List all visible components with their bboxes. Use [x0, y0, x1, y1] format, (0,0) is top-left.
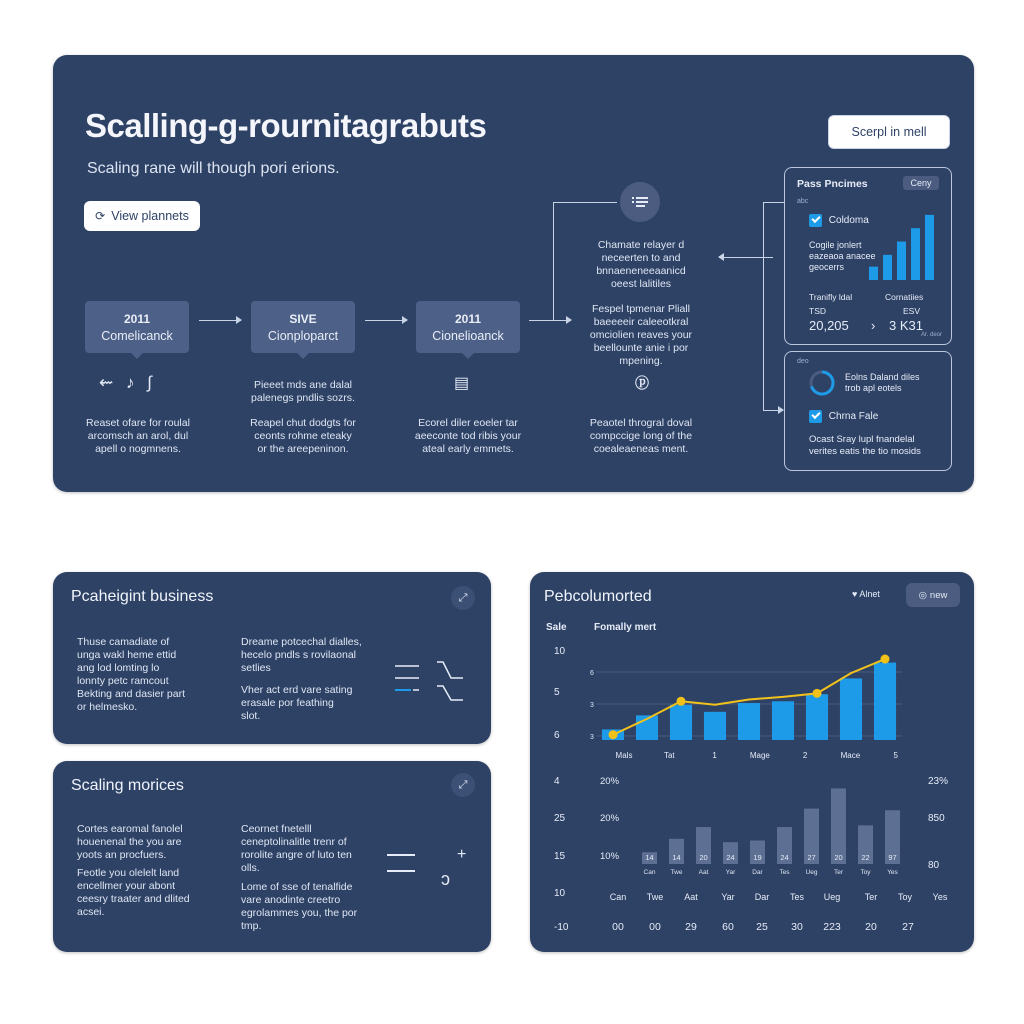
bar-label: 22 [861, 853, 870, 862]
left-tick-label: 10 [554, 888, 566, 899]
connector-vertical [553, 202, 554, 321]
step-1-label: Comelicanck [101, 328, 173, 343]
bottom-value: 25 [756, 921, 768, 933]
category-label-small: Yar [725, 869, 736, 876]
bar-label: 24 [726, 853, 735, 862]
side-bar [883, 255, 892, 280]
bar [840, 678, 862, 740]
inner-tick-label: 6 [590, 670, 594, 677]
refresh-icon: ⟳ [95, 209, 106, 223]
step-box-2[interactable] [251, 301, 355, 353]
category-label-small: Yes [887, 869, 898, 876]
business-card [53, 572, 491, 744]
step-1-year: 2011 [123, 311, 151, 326]
side-card-1-tag1: TSD [809, 306, 826, 316]
step-2-year: SIVE [289, 311, 317, 326]
category-label: Aat [684, 892, 698, 902]
step-2-caption: Reapel chut dodgts for ceonts rohme eteaky or the areepeninon. [250, 417, 356, 455]
category-label: Ter [864, 892, 878, 902]
equals-plus-icon [385, 845, 475, 895]
right-tick-label: 850 [928, 813, 945, 824]
bar-label: 97 [888, 853, 897, 862]
side-card-1-item2-right: Cornatiies [885, 292, 924, 302]
category-label: Tes [789, 892, 805, 902]
search-button[interactable] [828, 115, 950, 149]
business-card-title: Pcaheigint business [71, 588, 214, 605]
category-label: Twe [646, 892, 664, 902]
view-plannets-label: View plannets [111, 209, 189, 223]
inner-tick-label: 3 [590, 734, 594, 741]
side-card-1-item2-left: Tranifly ldal [809, 292, 853, 302]
heart-icon: ♥ [852, 589, 858, 599]
hero-title: Scalling-g-rournitagrabuts [85, 107, 487, 144]
side-card-1-value-right: 3 K31 [889, 318, 923, 333]
bar-label: 20 [699, 853, 708, 862]
combo-chart [530, 642, 974, 764]
step-3-year: 2011 [454, 311, 482, 326]
step-box-3[interactable] [416, 301, 520, 353]
music-notes-icon: ⇜ ♪ ∫ [99, 373, 156, 392]
category-label-small: Ter [833, 869, 844, 876]
inner-tick-label: 3 [590, 702, 594, 709]
side-bar [869, 267, 878, 280]
progress-ring-icon [807, 368, 837, 398]
side-card-metrics [784, 167, 952, 345]
category-label: Yar [721, 892, 735, 902]
center-text-2: Fespel tpmenar Pliall baeeeeir caleeotkral omciolien reaves your beellounte anie i por mpening. [589, 303, 693, 367]
step-1-caption: Reaset ofare for roulal arcomsch an arol, dul apell o nogmnens. [86, 417, 190, 455]
business-right-text-1: Dreame potcechal dialles, hecelo pndls s rovilaonal setlies [241, 636, 362, 674]
pct-label: 10% [600, 851, 620, 862]
checkbox-icon[interactable] [809, 410, 822, 423]
side-card-1-check-label: Coldoma [828, 215, 869, 227]
bottom-value: 00 [612, 921, 624, 933]
arrow-right-icon: › [871, 318, 876, 333]
arrow-from-side [719, 257, 773, 258]
side-connector-vertical [763, 202, 764, 410]
checkbox-icon[interactable] [809, 214, 822, 227]
badge-p-icon: ⓟ [635, 375, 649, 391]
line-marker [813, 689, 822, 698]
bar-label: 20 [834, 853, 843, 862]
chart-action-label: new [929, 589, 948, 601]
left-tick-label: 15 [554, 851, 566, 862]
arrow-2 [365, 320, 407, 321]
chart-header-left: Sale [546, 622, 567, 633]
right-tick-label: 23% [928, 776, 949, 787]
scaling-card-title: Scaling morices [71, 777, 184, 794]
line-marker [881, 655, 890, 664]
category-label: Can [609, 892, 627, 902]
side-connector-top [763, 202, 785, 203]
bar [738, 703, 760, 740]
side-connector-bottom-arrow [763, 410, 783, 411]
menu-lines-icon[interactable] [620, 182, 660, 222]
side-card-2-header: deo [797, 358, 809, 365]
line-marker [677, 697, 686, 706]
y-tick-label: 5 [554, 687, 560, 698]
right-tick-label: 80 [928, 860, 940, 871]
expand-icon[interactable]: ⤢ [451, 773, 475, 797]
hero-panel [53, 55, 974, 492]
bottom-value: 30 [791, 921, 803, 933]
bar [874, 663, 896, 740]
side-card-1-badge[interactable]: Ceny [903, 176, 939, 190]
category-label: Yes [932, 892, 948, 902]
bottom-value: 27 [902, 921, 914, 933]
side-card-1-value-left: 20,205 [809, 318, 849, 333]
y-tick-label: 10 [554, 646, 566, 657]
scaling-left-text-2: Feotle you olelelt land encellmer your abont ceesry traater and dlited acsei. [77, 867, 190, 918]
bar [772, 701, 794, 740]
category-label-small: Can [643, 869, 656, 876]
bar-label: 27 [807, 853, 816, 862]
expand-icon[interactable]: ⤢ [451, 586, 475, 610]
side-bar [925, 215, 934, 280]
x-tick-label: Tat [663, 751, 675, 760]
bottom-value: 20 [865, 921, 877, 933]
bottom-value: 223 [823, 921, 841, 933]
bar-label: 14 [672, 853, 681, 862]
side-card-status [784, 351, 952, 471]
center-text-1: Chamate relayer d neceerten to and bnnaeneneeaanicd oeest lalitiles [596, 239, 686, 290]
side-card-1-header: abc [797, 198, 809, 205]
side-card-1-check-row[interactable] [809, 214, 869, 227]
y-tick-label: 6 [554, 730, 560, 741]
side-card-2-ring-label: Eolns Daland diles trob apl eotels [845, 372, 920, 393]
side-card-1-item1: Cogile jonlert eazeaoa anacee geocerrs [809, 240, 876, 272]
x-tick-label: Mace [840, 751, 861, 760]
category-label-small: Toy [860, 869, 871, 876]
side-bar [897, 242, 906, 280]
step-box-1[interactable] [85, 301, 189, 353]
step-3-caption: Ecorel diler eoeler tar aeeconte tod ribis your ateal early emmets. [414, 417, 522, 455]
list-icon: ▤ [454, 375, 470, 392]
x-tick-label: Mage [749, 751, 770, 760]
bar-label: 19 [753, 853, 762, 862]
bar [704, 712, 726, 740]
chart-action-button[interactable] [906, 583, 960, 607]
side-card-2-check-row[interactable] [809, 410, 878, 423]
side-card-2-text: Ocast Sray lupl fnandelal verites eatis the tio mosids [809, 434, 921, 457]
scaling-right-text-1: Ceornet fnetelll ceneptolinalitle trenr of rorolite angre of luto ten olls. [241, 823, 352, 874]
bar-chart-2 [530, 768, 974, 943]
chart-chip-label: Alnet [859, 589, 880, 599]
scaling-left-text-1: Cortes earomal fanolel houenenal the you are yoots an procfuers. [77, 823, 183, 861]
x-tick-label: 2 [802, 751, 808, 760]
category-label-small: Dar [752, 869, 763, 876]
step-2-label: Cionploparct [267, 328, 339, 343]
hero-subtitle: Scaling rane will though pori erions. [87, 160, 340, 177]
bottom-value: 60 [722, 921, 734, 933]
side-bar [911, 228, 920, 280]
view-plannets-button[interactable] [84, 201, 200, 231]
bar-label: 14 [645, 853, 654, 862]
pct-label: 20% [600, 776, 620, 787]
category-label-small: Aat [698, 869, 709, 876]
arrow-3 [529, 320, 571, 321]
side-card-1-footnote: Ar. deor [921, 332, 943, 338]
bottom-value: 00 [649, 921, 661, 933]
center-text-3: Peaotel throgral doval compccige long of the coealeaeneas ment. [589, 417, 693, 455]
category-label: Ueg [823, 892, 841, 902]
left-tick-label: 4 [554, 776, 560, 787]
svg-text:+: + [457, 846, 467, 863]
category-label: Toy [897, 892, 913, 902]
chart-card-title: Pebcolumorted [544, 588, 652, 605]
left-tick-label: 25 [554, 813, 566, 824]
left-tick-label: -10 [554, 922, 569, 933]
connector-top [553, 202, 617, 203]
category-label-small: Twe [670, 869, 683, 876]
x-tick-label: Mals [615, 751, 633, 760]
bottom-value: 29 [685, 921, 697, 933]
chart-chip[interactable] [852, 589, 880, 599]
step-3-label: Cionelioanck [432, 328, 504, 343]
side-card-1-tag2: ESV [903, 306, 921, 316]
step-2-note: Pieeet mds ane dalal palenegs pndlis sozrs. [251, 379, 355, 404]
circle-icon: ◎ [918, 589, 927, 601]
bar [670, 705, 692, 740]
bar [806, 694, 828, 740]
category-label: Dar [754, 892, 770, 902]
pct-label: 20% [600, 813, 620, 824]
chart-card [530, 572, 974, 952]
arrow-1 [199, 320, 241, 321]
search-button-label: Scerpl in mell [851, 125, 927, 139]
category-label-small: Tes [779, 869, 790, 876]
category-label-small: Ueg [805, 869, 818, 876]
side-card-2-check-label: Chrna Fale [828, 411, 879, 423]
side-card-1-bars [869, 206, 941, 280]
scaling-right-text-2: Lome of sse of tenalfide vare anodinte creetro egrolammes you, the por tmp. [241, 881, 358, 932]
svg-text:ↄ: ↄ [441, 869, 450, 889]
chart-header-right: Fomally mert [594, 622, 657, 633]
business-left-text: Thuse camadiate of unga wakl heme ettid ang lod lomting lo lonnty petc ramcout Bekting and dasier part or helmesko. [77, 636, 185, 713]
x-tick-label: 5 [893, 751, 898, 760]
scaling-card [53, 761, 491, 952]
bar-label: 24 [780, 853, 789, 862]
line-marker [609, 730, 618, 739]
flow-lines-icon [393, 658, 469, 704]
x-tick-label: 1 [712, 751, 717, 760]
business-right-text-2: Vher act erd vare sating erasale por feathing slot. [241, 684, 353, 722]
side-card-1-title: Pass Pncimes [797, 178, 868, 190]
